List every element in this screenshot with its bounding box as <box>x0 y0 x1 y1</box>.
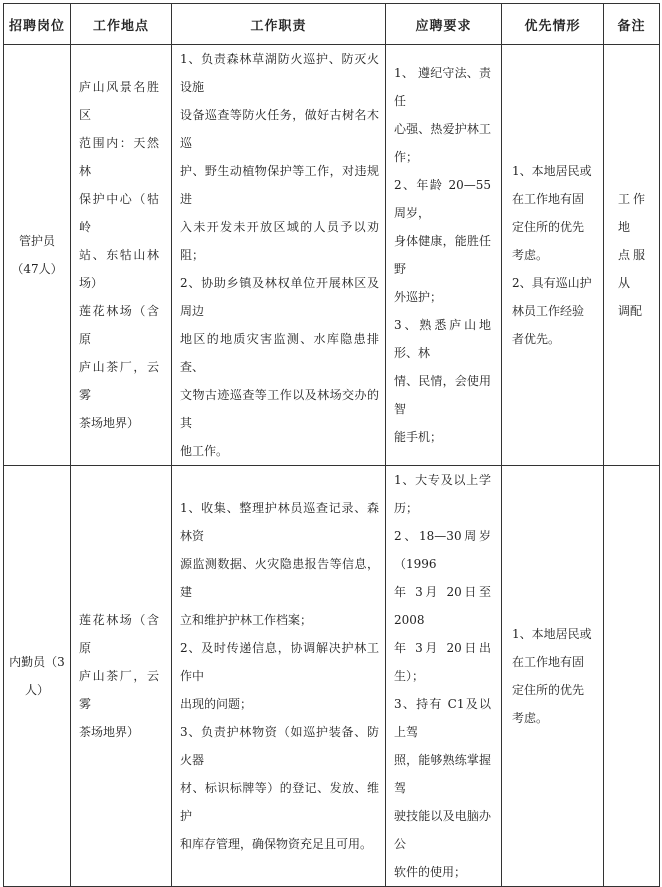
cell-position <box>4 45 71 466</box>
header-position: 招聘岗位 <box>4 4 71 45</box>
cell-position <box>4 466 71 887</box>
header-remarks: 备注 <box>604 4 660 45</box>
header-requirements: 应聘要求 <box>386 4 502 45</box>
requirements-text: 1、 遵纪守法、责任 心强、热爱护林工作； 2、年龄 20—55周岁， 身体健康，能胜任野 外巡护； 3、熟悉庐山地形、林 情、民情，会使用智 能手机； <box>394 66 491 444</box>
table-row <box>4 466 660 887</box>
header-row <box>4 4 660 45</box>
cell-remarks <box>604 45 660 466</box>
remarks-text: 工作地 点服从 调配 <box>618 192 645 318</box>
cell-duties <box>172 466 386 887</box>
location-text: 莲花林场（含原 庐山茶厂，云雾 茶场地界） <box>79 613 159 739</box>
cell-priority <box>502 45 604 466</box>
table-row <box>4 45 660 466</box>
location-text: 庐山风景名胜区 范围内：天然林 保护中心（牯岭 站、东牯山林场） 莲花林场（含原 庐山茶厂，云雾 茶场地界） <box>79 80 159 430</box>
position-text: 管护员 （47人） <box>11 234 63 276</box>
cell-priority <box>502 466 604 887</box>
cell-remarks <box>604 466 660 887</box>
position-text: 内勤员（3 人） <box>9 655 65 697</box>
header-duties: 工作职责 <box>172 4 386 45</box>
table-body <box>4 45 660 887</box>
cell-location <box>71 45 172 466</box>
cell-location <box>71 466 172 887</box>
table-header <box>4 4 660 45</box>
header-priority: 优先情形 <box>502 4 604 45</box>
cell-requirements <box>386 466 502 887</box>
priority-text: 1、本地居民或 在工作地有固 定住所的优先 考虑。 <box>512 627 592 725</box>
requirements-text: 1、大专及以上学历； 2、18—30周岁（1996 年 3月 20日至 2008 年 3月 20日出生）； 3、持有 C1及以上驾 照，能够熟练掌握驾 驶技能以及电脑办公 软件的使用； <box>394 473 491 879</box>
duties-text: 1、负责森林草湖防火巡护、防灭火设施 设备巡查等防火任务，做好古树名木巡 护、野生动植物保护等工作，对违规进 入未开发未开放区域的人员予以劝阻； 2、协助乡镇及林权单位开展林区及周边 地区的地质灾害监测、水库隐患排查、 文物古迹巡查等工作以及林场交办的其 他工作。 <box>180 52 379 458</box>
cell-requirements <box>386 45 502 466</box>
cell-duties <box>172 45 386 466</box>
duties-text: 1、收集、整理护林员巡查记录、森林资 源监测数据、火灾隐患报告等信息，建 立和维护护林工作档案； 2、及时传递信息，协调解决护林工作中 出现的问题； 3、负责护林物资（如巡护装备、防火器 材、标识标牌等）的登记、发放、维护 和库存管理，确保物资充足且可用。 <box>180 501 379 851</box>
header-location: 工作地点 <box>71 4 172 45</box>
priority-text: 1、本地居民或 在工作地有固 定住所的优先 考虑。 2、具有巡山护 林员工作经验 者优先。 <box>512 164 592 346</box>
recruitment-table <box>3 3 660 887</box>
